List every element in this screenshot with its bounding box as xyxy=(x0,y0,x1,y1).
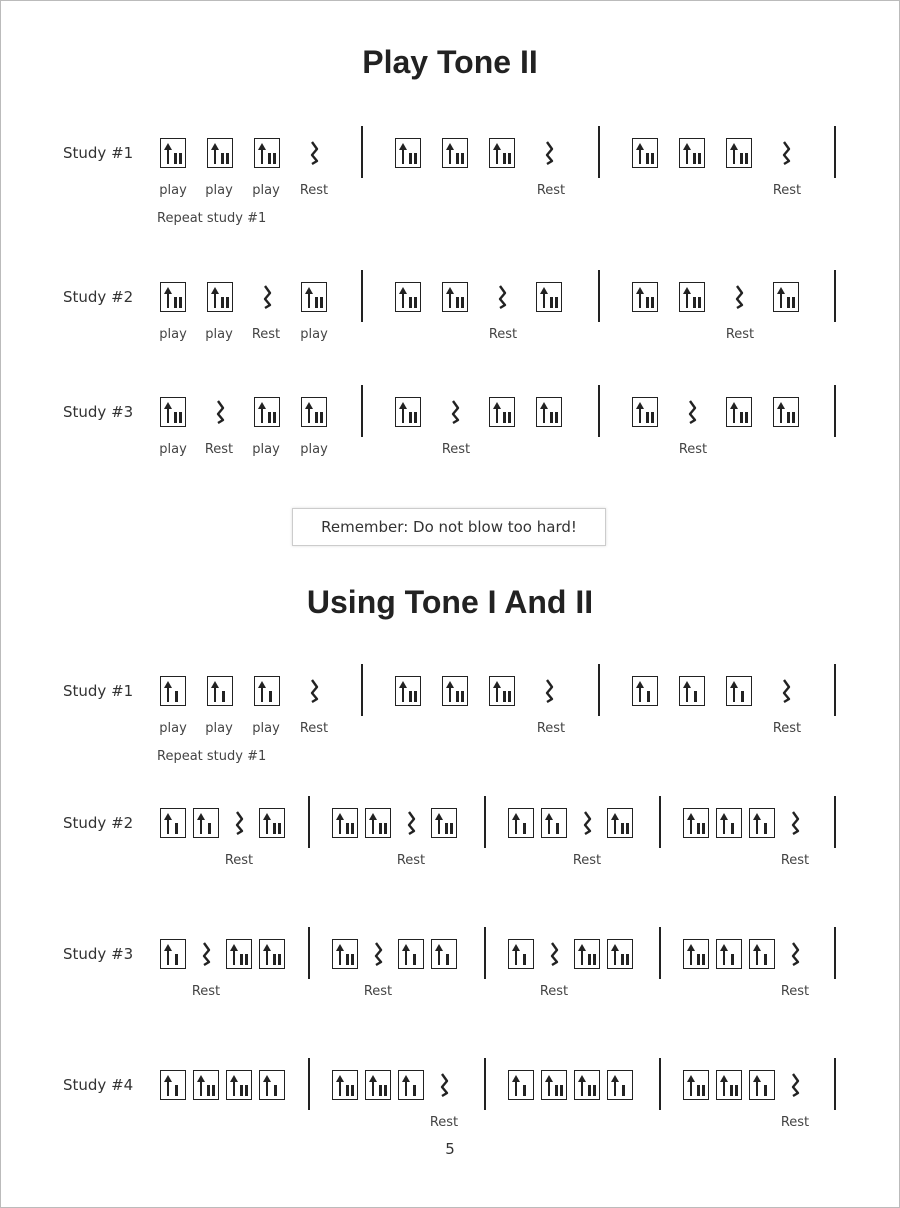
tone-ii-note-icon xyxy=(574,939,600,969)
barline xyxy=(484,1058,486,1110)
barline xyxy=(834,126,836,178)
note-caption: Rest xyxy=(725,327,755,342)
barline xyxy=(598,270,600,322)
tone-i-note-icon xyxy=(160,939,186,969)
rest-icon xyxy=(308,140,320,170)
tone-ii-note-icon xyxy=(259,808,285,838)
tone-ii-note-icon xyxy=(489,138,515,168)
barline xyxy=(361,664,363,716)
tone-ii-note-icon xyxy=(160,138,186,168)
rest-icon xyxy=(372,941,384,971)
tone-ii-note-icon xyxy=(254,397,280,427)
rest-caption: Rest xyxy=(363,984,393,999)
tone-i-note-icon xyxy=(749,808,775,838)
tone-ii-note-icon xyxy=(207,282,233,312)
rest-icon xyxy=(214,399,226,429)
note-caption: Rest xyxy=(772,183,802,198)
study-label: Study #2 xyxy=(63,288,134,306)
tone-ii-note-icon xyxy=(489,397,515,427)
tone-ii-note-icon xyxy=(679,138,705,168)
tone-ii-note-icon xyxy=(207,138,233,168)
rest-icon xyxy=(200,941,212,971)
tone-i-note-icon xyxy=(716,808,742,838)
page-number: 5 xyxy=(445,1140,455,1158)
tone-ii-note-icon xyxy=(226,939,252,969)
rest-icon xyxy=(780,678,792,708)
note-caption: Rest xyxy=(299,721,329,736)
rest-icon xyxy=(543,678,555,708)
rest-caption: Rest xyxy=(780,984,810,999)
tone-i-note-icon xyxy=(207,676,233,706)
rest-icon xyxy=(686,399,698,429)
barline xyxy=(834,927,836,979)
rest-icon xyxy=(789,810,801,840)
note-caption: play xyxy=(205,721,233,736)
rest-caption: Rest xyxy=(780,853,810,868)
tone-ii-note-icon xyxy=(536,397,562,427)
barline xyxy=(659,796,661,848)
rest-icon xyxy=(233,810,245,840)
rest-icon xyxy=(308,678,320,708)
tone-ii-note-icon xyxy=(683,808,709,838)
study-label: Study #3 xyxy=(63,945,134,963)
tone-i-note-icon xyxy=(193,808,219,838)
repeat-instruction: Repeat study #1 xyxy=(157,749,267,764)
rest-icon xyxy=(543,140,555,170)
tone-i-note-icon xyxy=(160,1070,186,1100)
rest-caption: Rest xyxy=(429,1115,459,1130)
tone-i-note-icon xyxy=(607,1070,633,1100)
rest-caption: Rest xyxy=(780,1115,810,1130)
rest-icon xyxy=(405,810,417,840)
rest-icon xyxy=(789,941,801,971)
tone-ii-note-icon xyxy=(301,397,327,427)
rest-caption: Rest xyxy=(539,984,569,999)
tone-i-note-icon xyxy=(749,939,775,969)
tone-ii-note-icon xyxy=(773,282,799,312)
rest-icon xyxy=(581,810,593,840)
note-caption: play xyxy=(159,442,187,457)
note-caption: Rest xyxy=(251,327,281,342)
rest-caption: Rest xyxy=(572,853,602,868)
tone-i-note-icon xyxy=(679,676,705,706)
tone-i-note-icon xyxy=(508,1070,534,1100)
tone-i-note-icon xyxy=(160,808,186,838)
barline xyxy=(308,927,310,979)
barline xyxy=(834,270,836,322)
note-caption: play xyxy=(252,721,280,736)
rest-icon xyxy=(548,941,560,971)
tone-ii-note-icon xyxy=(536,282,562,312)
tone-ii-note-icon xyxy=(632,138,658,168)
barline xyxy=(308,1058,310,1110)
tone-i-note-icon xyxy=(431,939,457,969)
barline xyxy=(834,1058,836,1110)
rest-caption: Rest xyxy=(191,984,221,999)
tone-ii-note-icon xyxy=(193,1070,219,1100)
tone-ii-note-icon xyxy=(332,808,358,838)
note-caption: play xyxy=(159,721,187,736)
study-label: Study #1 xyxy=(63,144,134,162)
barline xyxy=(598,664,600,716)
tone-i-note-icon xyxy=(398,1070,424,1100)
tone-ii-note-icon xyxy=(160,282,186,312)
barline xyxy=(598,126,600,178)
tone-i-note-icon xyxy=(508,939,534,969)
tone-i-note-icon xyxy=(749,1070,775,1100)
note-caption: play xyxy=(300,442,328,457)
barline xyxy=(361,270,363,322)
tone-ii-note-icon xyxy=(632,282,658,312)
tone-i-note-icon xyxy=(259,1070,285,1100)
tone-ii-note-icon xyxy=(442,282,468,312)
rest-icon xyxy=(438,1072,450,1102)
barline xyxy=(834,664,836,716)
tone-ii-note-icon xyxy=(395,138,421,168)
rest-icon xyxy=(496,284,508,314)
barline xyxy=(308,796,310,848)
barline xyxy=(659,927,661,979)
tone-i-note-icon xyxy=(726,676,752,706)
rest-icon xyxy=(261,284,273,314)
tone-ii-note-icon xyxy=(574,1070,600,1100)
rest-icon xyxy=(780,140,792,170)
tone-i-note-icon xyxy=(160,676,186,706)
tone-ii-note-icon xyxy=(226,1070,252,1100)
study-label: Study #1 xyxy=(63,682,134,700)
note-caption: Rest xyxy=(204,442,234,457)
tone-ii-note-icon xyxy=(607,939,633,969)
tone-ii-note-icon xyxy=(254,138,280,168)
note-caption: Rest xyxy=(772,721,802,736)
barline xyxy=(598,385,600,437)
tone-i-note-icon xyxy=(508,808,534,838)
remember-note: Remember: Do not blow too hard! xyxy=(292,508,606,546)
tone-ii-note-icon xyxy=(726,138,752,168)
tone-ii-note-icon xyxy=(683,1070,709,1100)
title-play-tone-ii: Play Tone II xyxy=(362,44,538,80)
barline xyxy=(659,1058,661,1110)
barline xyxy=(484,796,486,848)
tone-ii-note-icon xyxy=(716,1070,742,1100)
tone-ii-note-icon xyxy=(431,808,457,838)
tone-ii-note-icon xyxy=(541,1070,567,1100)
tone-ii-note-icon xyxy=(395,282,421,312)
note-caption: play xyxy=(300,327,328,342)
note-caption: play xyxy=(252,183,280,198)
rest-icon xyxy=(733,284,745,314)
note-caption: play xyxy=(205,327,233,342)
tone-ii-note-icon xyxy=(679,282,705,312)
study-label: Study #2 xyxy=(63,814,134,832)
repeat-instruction: Repeat study #1 xyxy=(157,211,267,226)
tone-ii-note-icon xyxy=(773,397,799,427)
tone-ii-note-icon xyxy=(442,138,468,168)
note-caption: play xyxy=(205,183,233,198)
study-label: Study #4 xyxy=(63,1076,134,1094)
tone-ii-note-icon xyxy=(726,397,752,427)
rest-icon xyxy=(449,399,461,429)
note-caption: Rest xyxy=(441,442,471,457)
tone-i-note-icon xyxy=(632,676,658,706)
barline xyxy=(484,927,486,979)
note-caption: Rest xyxy=(488,327,518,342)
barline xyxy=(834,385,836,437)
title-using-tone-i-and-ii: Using Tone I And II xyxy=(306,584,594,620)
tone-i-note-icon xyxy=(398,939,424,969)
note-caption: Rest xyxy=(536,721,566,736)
note-caption: play xyxy=(159,183,187,198)
barline xyxy=(361,385,363,437)
rest-caption: Rest xyxy=(224,853,254,868)
rest-caption: Rest xyxy=(396,853,426,868)
tone-i-note-icon xyxy=(254,676,280,706)
study-label: Study #3 xyxy=(63,403,134,421)
barline xyxy=(834,796,836,848)
tone-ii-note-icon xyxy=(301,282,327,312)
tone-ii-note-icon xyxy=(395,676,421,706)
tone-ii-note-icon xyxy=(442,676,468,706)
tone-i-note-icon xyxy=(541,808,567,838)
rest-icon xyxy=(789,1072,801,1102)
tone-i-note-icon xyxy=(716,939,742,969)
tone-ii-note-icon xyxy=(395,397,421,427)
tone-ii-note-icon xyxy=(683,939,709,969)
tone-ii-note-icon xyxy=(332,1070,358,1100)
tone-ii-note-icon xyxy=(632,397,658,427)
note-caption: Rest xyxy=(678,442,708,457)
barline xyxy=(361,126,363,178)
tone-ii-note-icon xyxy=(607,808,633,838)
note-caption: Rest xyxy=(299,183,329,198)
note-caption: play xyxy=(252,442,280,457)
note-caption: Rest xyxy=(536,183,566,198)
tone-ii-note-icon xyxy=(160,397,186,427)
tone-ii-note-icon xyxy=(259,939,285,969)
tone-ii-note-icon xyxy=(489,676,515,706)
note-caption: play xyxy=(159,327,187,342)
tone-ii-note-icon xyxy=(365,808,391,838)
tone-ii-note-icon xyxy=(365,1070,391,1100)
tone-ii-note-icon xyxy=(332,939,358,969)
